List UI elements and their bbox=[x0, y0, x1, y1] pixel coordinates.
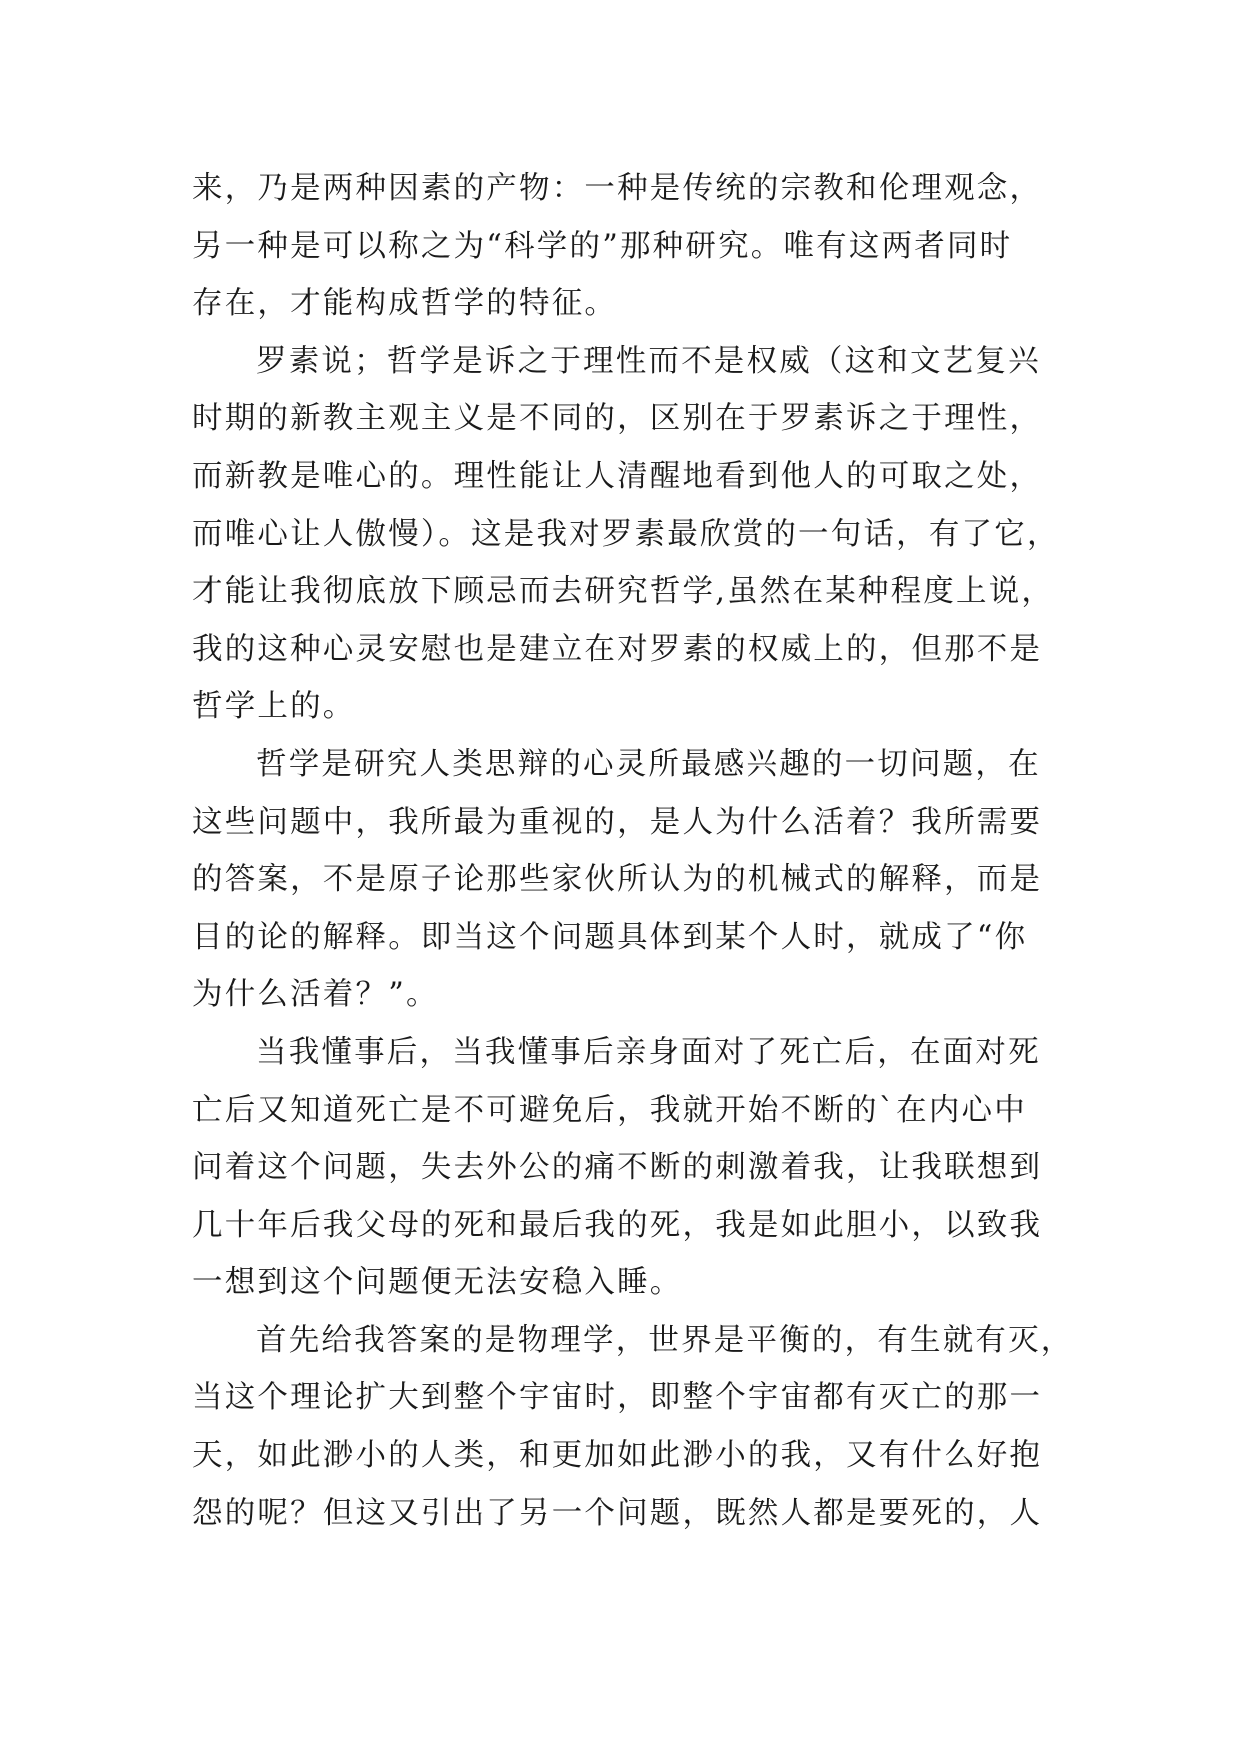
paragraph-first-line: 罗素说；哲学是诉之于理性而不是权威（这和文艺复兴 bbox=[256, 343, 1041, 379]
text-line: 天，如此渺小的人类，和更加如此渺小的我，又有什么好抱 bbox=[192, 1438, 1043, 1474]
paragraph-first-line: 当我懂事后，当我懂事后亲身面对了死亡后，在面对死 bbox=[256, 1034, 1041, 1070]
text-line: 另一种是可以称之为“科学的”那种研究。唯有这两者同时 bbox=[192, 228, 1013, 264]
text-line: 怨的呢？但这又引出了另一个问题，既然人都是要死的，人 bbox=[192, 1495, 1043, 1531]
text-line: 存在，才能构成哲学的特征。 bbox=[192, 286, 618, 322]
text-line: 才能让我彻底放下顾忌而去研究哲学,虽然在某种程度上说， bbox=[192, 574, 1055, 610]
paragraph-first-line: 哲学是研究人类思辩的心灵所最感兴趣的一切问题，在 bbox=[256, 746, 1041, 782]
body-text bbox=[192, 160, 1074, 1542]
text-line: 我的这种心灵安慰也是建立在对罗素的权威上的，但那不是 bbox=[192, 631, 1043, 667]
text-line: 一想到这个问题便无法安稳入睡。 bbox=[192, 1265, 683, 1301]
text-line: 而新教是唯心的。理性能让人清醒地看到他人的可取之处， bbox=[192, 458, 1043, 494]
text-line: 的答案，不是原子论那些家伙所认为的机械式的解释，而是 bbox=[192, 862, 1043, 898]
text-line: 哲学上的。 bbox=[192, 689, 356, 725]
text-line: 这些问题中，我所最为重视的，是人为什么活着？我所需要 bbox=[192, 804, 1043, 840]
text-line: 目的论的解释。即当这个问题具体到某个人时，就成了“你 bbox=[192, 919, 1028, 955]
text-line: 亡后又知道死亡是不可避免后，我就开始不断的`在内心中 bbox=[192, 1092, 1027, 1128]
text-line: 而唯心让人傲慢）。这是我对罗素最欣赏的一句话，有了它， bbox=[192, 516, 1060, 552]
paragraph-first-line: 首先给我答案的是物理学，世界是平衡的，有生就有灭， bbox=[256, 1322, 1074, 1358]
text-line: 时期的新教主观主义是不同的，区别在于罗素诉之于理性， bbox=[192, 401, 1043, 437]
text-line: 几十年后我父母的死和最后我的死，我是如此胆小，以致我 bbox=[192, 1207, 1043, 1243]
text-line: 当这个理论扩大到整个宇宙时，即整个宇宙都有灭亡的那一 bbox=[192, 1380, 1043, 1416]
text-line: 来，乃是两种因素的产物：一种是传统的宗教和伦理观念， bbox=[192, 171, 1043, 206]
text-line: 为什么活着？”。 bbox=[192, 977, 439, 1013]
text-line: 问着这个问题，失去外公的痛不断的刺激着我，让我联想到 bbox=[192, 1150, 1043, 1186]
